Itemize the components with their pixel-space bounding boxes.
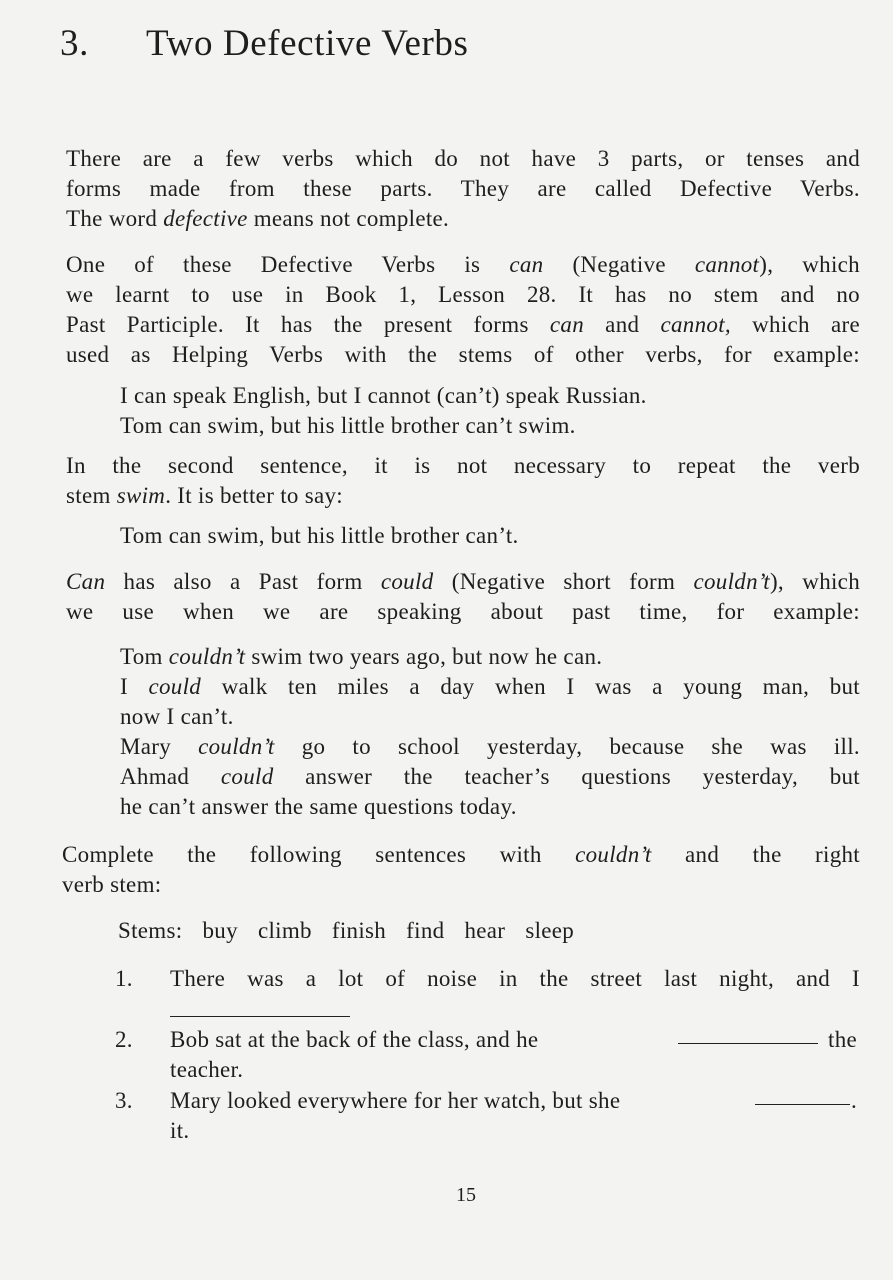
exercise-instructions [62, 840, 860, 900]
exercise-item-2 [115, 1025, 860, 1085]
answer-blank[interactable] [678, 1025, 818, 1044]
example-sentence: now I can’t. [120, 704, 234, 729]
text-line: Can has also a Past form could (Negative short form couldn’t), which [66, 569, 860, 594]
stems-label: Stems: [118, 918, 183, 943]
answer-blank[interactable] [755, 1086, 850, 1105]
item-text: There was a lot of noise in the street last night, and I [170, 966, 860, 991]
second-sentence-paragraph [66, 451, 860, 511]
section-title: Two Defective Verbs [146, 23, 469, 64]
example-block-3 [120, 642, 860, 822]
stem-word: hear [464, 918, 506, 943]
stem-word: buy [202, 918, 238, 943]
section-number: 3. [60, 23, 89, 64]
item-number: 3. [115, 1088, 133, 1113]
exercise-item-1 [115, 964, 860, 1024]
example-sentence: I could walk ten miles a day when I was a young man, but [120, 674, 860, 699]
example-sentence: Tom can swim, but his little brother can’t swim. [120, 413, 576, 438]
text-line: In the second sentence, it is not necessary to repeat the verb [66, 453, 860, 478]
item-text-continued: teacher. [170, 1057, 244, 1082]
text-line: verb stem: [62, 872, 162, 897]
intro-paragraph [66, 144, 860, 234]
stems-list [118, 916, 588, 946]
example-block-1 [120, 381, 860, 441]
stem-word: find [406, 918, 445, 943]
text-line: There are a few verbs which do not have 3 parts, or tenses and [66, 146, 860, 171]
text-line: we use when we are speaking about past time, for example: [66, 599, 860, 624]
text-line: used as Helping Verbs with the stems of other verbs, for example: [66, 342, 860, 367]
text-line: forms made from these parts. They are called Defective Verbs. [66, 176, 860, 201]
text-line: Complete the following sentences with couldn’t and the right [62, 842, 860, 867]
text-line: One of these Defective Verbs is can (Negative cannot), which [66, 252, 860, 277]
example-block-2 [120, 521, 860, 551]
example-sentence: Tom couldn’t swim two years ago, but now he can. [120, 644, 603, 669]
example-sentence: Ahmad could answer the teacher’s questions yesterday, but [120, 764, 860, 789]
text-line: stem swim. It is better to say: [66, 483, 343, 508]
item-text: Mary looked everywhere for her watch, but she [170, 1088, 621, 1113]
example-sentence: he can’t answer the same questions today. [120, 794, 517, 819]
item-text: Bob sat at the back of the class, and he [170, 1027, 539, 1052]
exercise-item-3 [115, 1086, 860, 1146]
example-sentence: Tom can swim, but his little brother can’t. [120, 523, 519, 548]
section-heading [60, 22, 469, 65]
item-text-end: . [851, 1088, 858, 1113]
text-line: The word defective means not complete. [66, 206, 450, 231]
item-text-end: the [828, 1027, 857, 1052]
item-text-continued: it. [170, 1118, 190, 1143]
example-sentence: I can speak English, but I cannot (can’t) speak Russian. [120, 383, 647, 408]
stem-word: sleep [525, 918, 575, 943]
answer-blank[interactable] [170, 998, 350, 1017]
page-number: 15 [456, 1184, 476, 1206]
could-paragraph [66, 567, 860, 627]
stem-word: climb [257, 918, 312, 943]
can-paragraph [66, 250, 860, 370]
text-line: Past Participle. It has the present forms can and cannot, which are [66, 312, 860, 337]
item-number: 2. [115, 1027, 133, 1052]
item-number: 1. [115, 966, 133, 991]
example-sentence: Mary couldn’t go to school yesterday, because she was ill. [120, 734, 860, 759]
stem-word: finish [331, 918, 387, 943]
text-line: we learnt to use in Book 1, Lesson 28. It has no stem and no [66, 282, 860, 307]
